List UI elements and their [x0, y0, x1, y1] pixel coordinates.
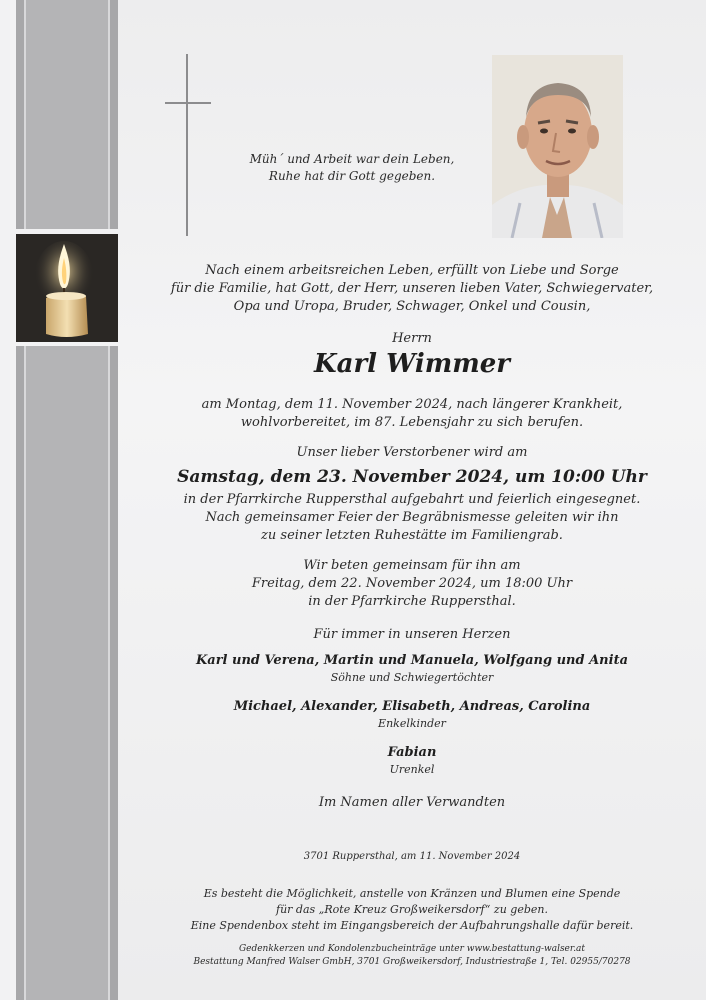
motto-line-1: Müh´ und Arbeit war dein Leben, [249, 152, 455, 166]
decorative-band-bottom [16, 346, 118, 1000]
intro-line-3: Opa und Uropa, Bruder, Schwager, Onkel und Cousin, [233, 299, 591, 314]
place-date: 3701 Ruppersthal, am 11. November 2024 [303, 851, 521, 862]
decorative-band-top [16, 0, 118, 229]
mourner-relation: Söhne und Schwiegertöchter [330, 671, 494, 684]
prayer-line-3: in der Pfarrkirche Ruppersthal. [308, 594, 516, 609]
forever-line: Für immer in unseren Herzen [313, 627, 511, 642]
funeral-line-3: zu seiner letzten Ruhestätte im Familiengrab. [261, 528, 563, 543]
salutation: Herrn [392, 331, 432, 346]
funeral-line-1: in der Pfarrkirche Ruppersthal aufgebahrt und feierlich eingesegnet. [183, 492, 641, 507]
prayer-line-2: Freitag, dem 22. November 2024, um 18:00 Uhr [251, 576, 573, 591]
footer-line-1: Gedenkkerzen und Kondolenzbucheinträge unter www.bestattung-walser.at [238, 944, 586, 954]
mourner-relation: Urenkel [389, 763, 435, 776]
page-margin [0, 0, 16, 1000]
mourner-relation: Enkelkinder [378, 717, 446, 730]
donation-line-1: Es besteht die Möglichkeit, anstelle von Kränzen und Blumen eine Spende [203, 887, 621, 900]
mourner-names: Fabian [387, 745, 437, 760]
death-line-2: wohlvorbereitet, im 87. Lebensjahr zu sich berufen. [240, 415, 584, 430]
intro-line-1: Nach einem arbeitsreichen Leben, erfüllt von Liebe und Sorge [205, 263, 619, 278]
relatives-line: Im Namen aller Verwandten [318, 795, 506, 810]
mourner-names: Karl und Verena, Martin und Manuela, Wolfgang und Anita [195, 653, 628, 668]
footer-line-2: Bestattung Manfred Walser GmbH, 3701 Großweikersdorf, Industriestraße 1, Tel. 02955/70278 [193, 957, 631, 967]
donation-line-2: für das „Rote Kreuz Großweikersdorf“ zu geben. [276, 903, 548, 916]
candle-icon [16, 234, 118, 342]
donation-line-3: Eine Spendenbox steht im Eingangsbereich der Aufbahrungshalle dafür bereit. [190, 919, 634, 932]
mourner-names: Michael, Alexander, Elisabeth, Andreas, Carolina [233, 699, 591, 714]
intro-line-2: für die Familie, hat Gott, der Herr, unseren lieben Vater, Schwiegervater, [170, 281, 654, 296]
prayer-line-1: Wir beten gemeinsam für ihn am [303, 558, 521, 573]
deceased-name: Karl Wimmer [314, 349, 510, 379]
death-line-1: am Montag, dem 11. November 2024, nach längerer Krankheit, [201, 397, 623, 412]
portrait-photo [492, 55, 623, 238]
funeral-line-2: Nach gemeinsamer Feier der Begräbnismesse geleiten wir ihn [205, 510, 619, 525]
funeral-intro: Unser lieber Verstorbener wird am [296, 445, 528, 460]
funeral-date: Samstag, dem 23. November 2024, um 10:00 Uhr [177, 467, 647, 487]
motto-line-2: Ruhe hat dir Gott gegeben. [268, 169, 436, 183]
